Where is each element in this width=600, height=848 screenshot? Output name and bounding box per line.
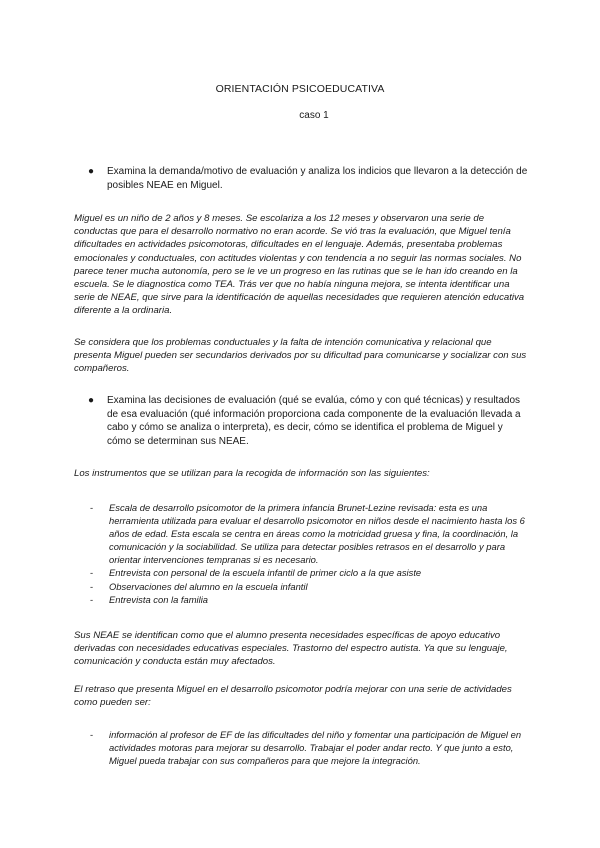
question-2-text: Examina las decisiones de evaluación (qué se evalúa, cómo y con qué técnicas) y resultados de esa evaluación (qué información proporciona cada componente de la evaluación llevada a cabo y cómo se analiza o interpreta), es decir, cómo se identifica el problema de Miguel y cómo se determinan sus NEAE. [107,395,521,447]
bullet-icon: ● [88,166,95,177]
question-1 [88,165,528,192]
dash-icon: - [90,729,94,740]
page-subtitle: caso 1 [299,110,329,121]
activity-text: información al profesor de EF de las dificultades del niño y fomentar una participación de Miguel en actividades motoras para mejorar su desarrollo. Trabajar el poder andar recto. Y que junto a esto, Miguel pueda trabajar con sus compañeros para que mejore la integración. [109,729,522,767]
dash-icon: - [90,593,94,605]
instrument-text: Observaciones del alumno en la escuela infantil [109,580,308,592]
page-title: ORIENTACIÓN PSICOEDUCATIVA [215,83,385,95]
list-item [88,566,533,579]
list-item [88,728,533,767]
list-item [88,580,533,593]
dash-icon: - [90,567,94,579]
paragraph-neae-identification: Sus NEAE se identifican como que el alumno presenta necesidades específicas de apoyo educativo derivadas con necesidades educativas especiales. Trastorno del espectro autista. Ya que su lenguaje, comunicación y conducta están muy afectados. [74,630,508,668]
paragraph-case-description: Miguel es un niño de 2 años y 8 meses. Se escolariza a los 12 meses y observaron una serie de conductas que para el desarrollo normativo no eran acorde. Se vió tras la evaluación, que Miguel tenía dificultades en actividades psicomotoras, dificultades en el lenguaje. Además, presentaba problemas emocionales y conductuales, con actitudes violentas y con tendencia a no seguir las normas sociales. No parece tener mucha autonomía, pero se le ve un progreso en las rutinas que se le han ido creando en la escuela. Se le diagnostica como TEA. Trás ver que no había ninguna mejora, se intenta identificar una serie de NEAE, que sirve para la identificación de aquellas necesidades que requieren atención educativa diferente a la ordinaria. [74,213,525,317]
bullet-icon: ● [88,395,95,406]
question-2 [88,394,528,448]
instruments-list [88,501,533,606]
instrument-text: Escala de desarrollo psicomotor de la primera infancia Brunet-Lezine revisada: esta es una herramienta utilizada para evaluar el desarrollo psicomotor en niños desde el nacimiento hasta los 6 años de edad. Esta escala se centra en áreas como la motricidad gruesa y fina, la coordinación, la comunicación y la sociabilidad. Se utiliza para detectar posibles retrasos en el desarrollo y para orientar intervenciones tempranas si es necesario. [109,502,525,566]
paragraph-activities-intro: El retraso que presenta Miguel en el desarrollo psicomotor podría mejorar con una serie de actividades como pueden ser: [74,684,512,709]
instrument-text: Entrevista con personal de la escuela infantil de primer ciclo a la que asiste [109,567,422,579]
question-1-text: Examina la demanda/motivo de evaluación y analiza los indicios que llevaron a la detección de posibles NEAE en Miguel. [107,166,528,191]
dash-icon: - [90,502,94,513]
list-item [88,593,533,606]
paragraph-secondary-problems: Se considera que los problemas conductuales y la falta de intención comunicativa y relacional que presenta Miguel pueden ser secundarios derivados por su dificultad para comunicarse y socializar con sus compañeros. [74,337,527,375]
paragraph-instruments-intro: Los instrumentos que se utilizan para la recogida de información son las siguientes: [74,468,430,479]
activities-list [88,728,533,767]
instrument-text: Entrevista con la familia [109,593,209,605]
list-item [88,501,533,566]
dash-icon: - [90,580,94,592]
